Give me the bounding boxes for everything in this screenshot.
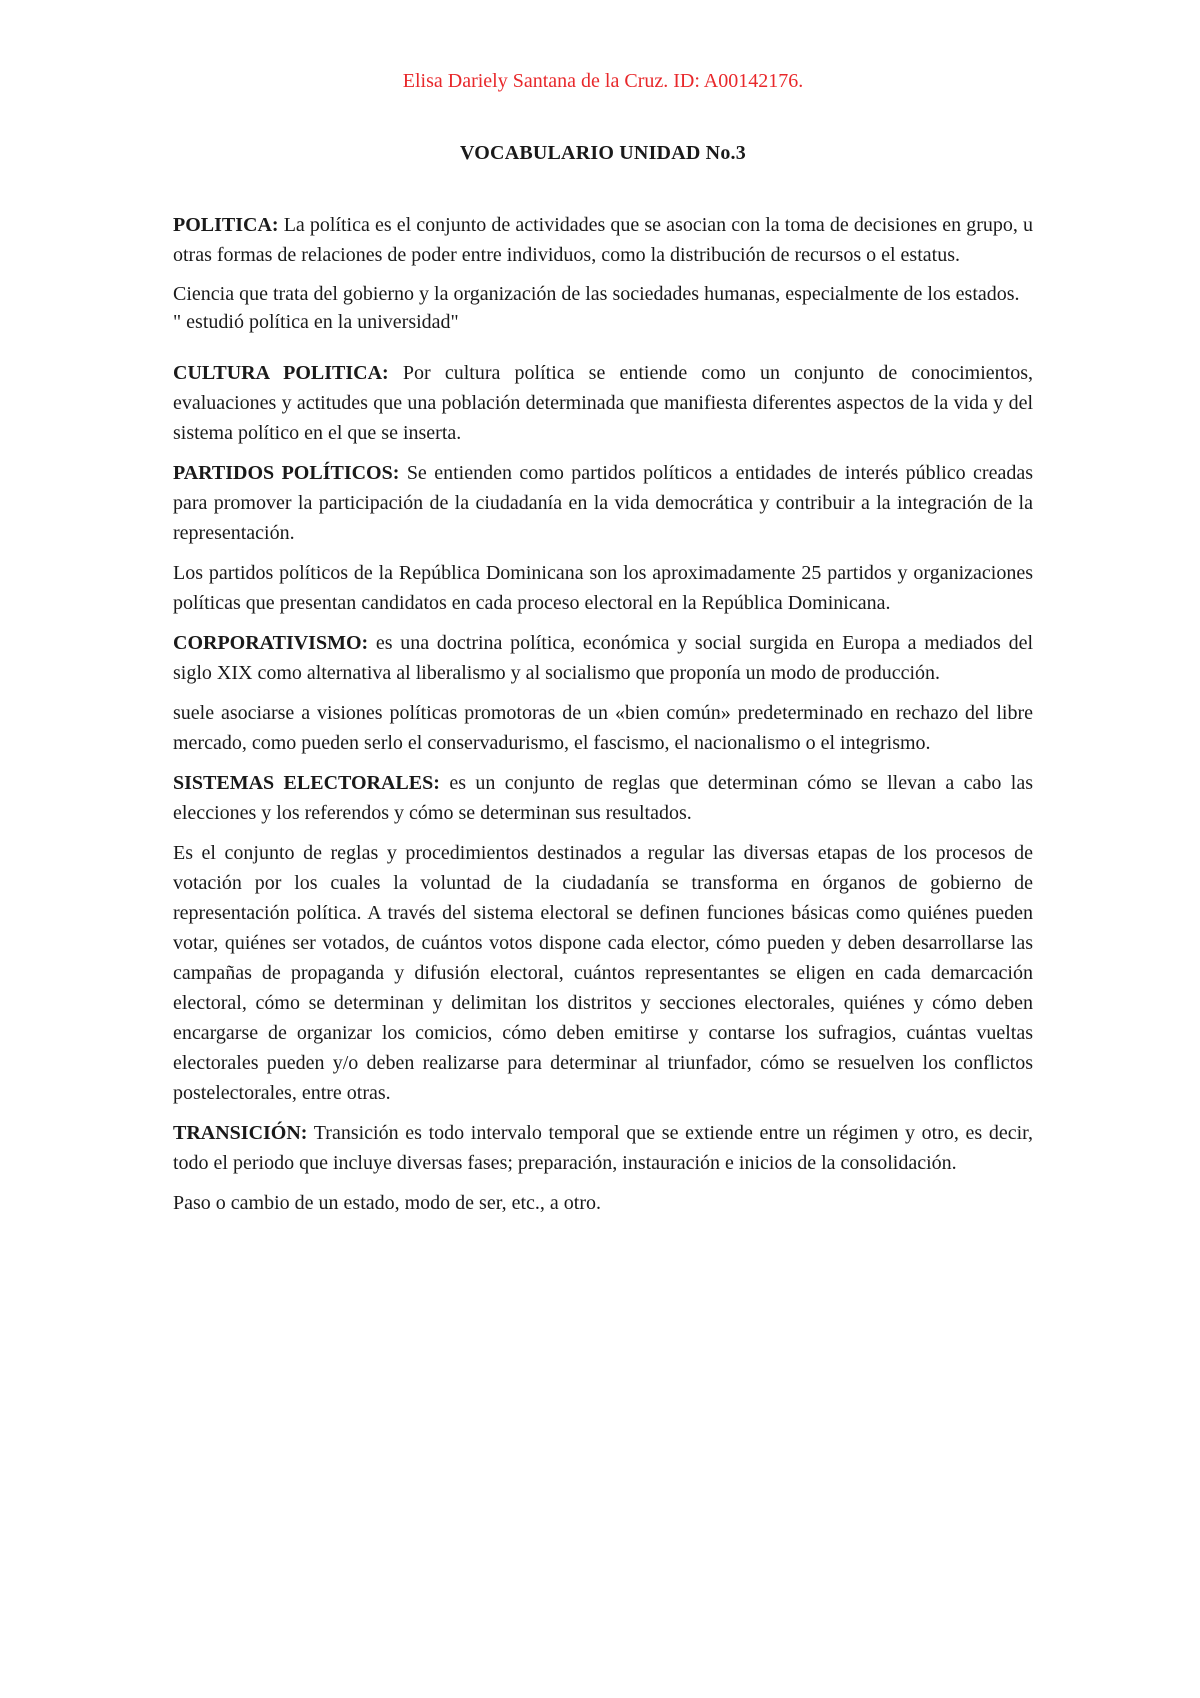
entry-definition: Se entienden como partidos políticos a entidades de interés público creadas para promover la participación de la ciudadanía en la vida democrática y contribuir a la integración de la representación. xyxy=(173,462,1034,544)
entry-definition: es un conjunto de reglas que determinan cómo se llevan a cabo las elecciones y los referendos y cómo se determinan sus resultados. xyxy=(173,772,1034,824)
entry-extra-paragraph xyxy=(173,838,1033,1108)
author-line: Elisa Dariely Santana de la Cruz. ID: A00142176. xyxy=(402,70,804,92)
entry-cultura-politica xyxy=(173,358,1033,448)
entry-extra-paragraph xyxy=(173,558,1033,618)
entry-extra-text: suele asociarse a visiones políticas promotoras de un «bien común» predeterminado en rechazo del libre mercado, como pueden serlo el conservadurismo, el fascismo, el nacionalismo o el integrismo. xyxy=(173,702,1033,754)
entry-definition-paragraph xyxy=(173,358,1033,448)
entry-extra-paragraph xyxy=(173,280,1033,308)
document-title: VOCABULARIO UNIDAD No.3 xyxy=(460,142,746,164)
entry-definition: La política es el conjunto de actividades que se asocian con la toma de decisiones en grupo, u otras formas de relaciones de poder entre individuos, como la distribución de recursos o el estatus. xyxy=(173,214,1034,266)
entry-definition-paragraph xyxy=(173,1118,1033,1178)
entry-term: TRANSICIÓN: xyxy=(173,1122,308,1144)
entry-extra-text: Paso o cambio de un estado, modo de ser, etc., a otro. xyxy=(173,1192,601,1214)
entry-term: POLITICA: xyxy=(173,214,279,236)
entry-extra-paragraph xyxy=(173,698,1033,758)
entry-extra-text: Los partidos políticos de la República Dominicana son los aproximadamente 25 partidos y organizaciones políticas que presentan candidatos en cada proceso electoral en la República Dominicana. xyxy=(173,562,1033,614)
entry-extra-text: Ciencia que trata del gobierno y la organización de las sociedades humanas, especialmente de los estados. xyxy=(173,283,1020,305)
entry-term: CULTURA POLITICA: xyxy=(173,362,389,384)
document-page xyxy=(173,68,1033,1228)
entry-definition: es una doctrina política, económica y social surgida en Europa a mediados del siglo XIX como alternativa al liberalismo y al socialismo que proponía un modo de producción. xyxy=(173,632,1033,684)
entry-term: CORPORATIVISMO: xyxy=(173,632,369,654)
entry-extra-paragraph xyxy=(173,1188,1033,1218)
entry-sistemas-electorales xyxy=(173,768,1033,1108)
entry-definition-paragraph xyxy=(173,768,1033,828)
entry-definition: Transición es todo intervalo temporal que se extiende entre un régimen y otro, es decir, todo el periodo que incluye diversas fases; preparación, instauración e inicios de la consolidación. xyxy=(173,1122,1033,1174)
entry-extra-text: Es el conjunto de reglas y procedimientos destinados a regular las diversas etapas de los procesos de votación por los cuales la voluntad de la ciudadanía se transforma en órganos de gobierno de representación política. A través del sistema electoral se definen funciones básicas como quiénes pueden votar, quiénes ser votados, de cuántos votos dispone cada elector, cómo pueden y deben desarrollarse las campañas de propaganda y difusión electoral, cuántos representantes se eligen en cada demarcación electoral, cómo se determinan y delimitan los distritos y secciones electorales, quiénes y cómo deben encargarse de organizar los comicios, cómo deben emitirse y contarse los sufragios, cuántas vueltas electorales pueden y/o deben realizarse para determinar al triunfador, cómo se resuelven los conflictos postelectorales, entre otras. xyxy=(173,842,1033,1104)
entry-definition-paragraph xyxy=(173,628,1033,688)
entry-transicion xyxy=(173,1118,1033,1218)
entry-definition-paragraph xyxy=(173,210,1033,270)
entry-term: PARTIDOS POLÍTICOS: xyxy=(173,462,400,484)
entry-definition-paragraph xyxy=(173,458,1033,548)
entry-corporativismo xyxy=(173,628,1033,758)
entry-extra-quote: " estudió política en la universidad" xyxy=(173,311,459,333)
entry-definition: Por cultura política se entiende como un conjunto de conocimientos, evaluaciones y actitudes que una población determinada que manifiesta diferentes aspectos de la vida y del sistema político en el que se inserta. xyxy=(173,362,1034,444)
entry-partidos-politicos xyxy=(173,458,1033,618)
entry-politica xyxy=(173,210,1033,336)
entry-extra-paragraph xyxy=(173,308,1033,336)
entry-term: SISTEMAS ELECTORALES: xyxy=(173,772,440,794)
